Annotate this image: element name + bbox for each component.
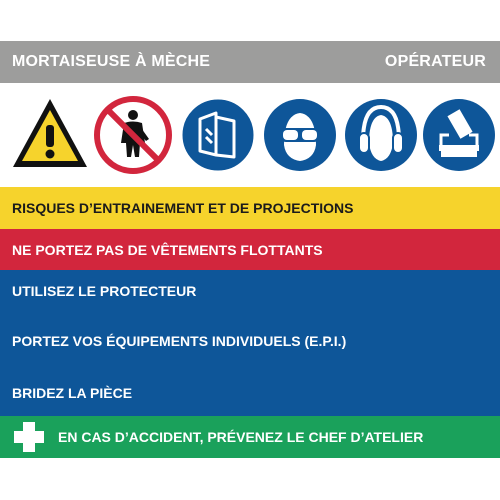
warning-triangle-icon bbox=[10, 95, 90, 175]
ear-protection-icon bbox=[341, 95, 421, 175]
emergency-band bbox=[0, 416, 500, 458]
risk-text: RISQUES D’ENTRAINEMENT ET DE PROJECTIONS bbox=[12, 200, 354, 216]
clamp-workpiece-icon bbox=[419, 95, 499, 175]
sign-header bbox=[0, 41, 500, 83]
instruction-use-guard: UTILISEZ LE PROTECTEUR bbox=[12, 283, 197, 299]
first-aid-cross-icon bbox=[12, 420, 46, 454]
safety-glasses-icon bbox=[260, 95, 340, 175]
machine-title: MORTAISEUSE À MÈCHE bbox=[12, 53, 211, 70]
instruction-clamp-piece: BRIDEZ LA PIÈCE bbox=[12, 385, 133, 401]
pictogram-row bbox=[0, 95, 500, 175]
prohibition-text: NE PORTEZ PAS DE VÊTEMENTS FLOTTANTS bbox=[12, 241, 323, 258]
use-guard-icon bbox=[178, 95, 258, 175]
prohibition-band bbox=[0, 229, 500, 270]
no-loose-clothing-icon bbox=[93, 95, 173, 175]
risk-band bbox=[0, 187, 500, 229]
mandatory-instructions-block bbox=[0, 270, 500, 416]
operator-label: OPÉRATEUR bbox=[384, 53, 486, 70]
emergency-text: EN CAS D’ACCIDENT, PRÉVENEZ LE CHEF D’ATELIER bbox=[58, 429, 424, 445]
instruction-wear-ppe: PORTEZ VOS ÉQUIPEMENTS INDIVIDUELS (E.P.I.) bbox=[12, 333, 347, 349]
